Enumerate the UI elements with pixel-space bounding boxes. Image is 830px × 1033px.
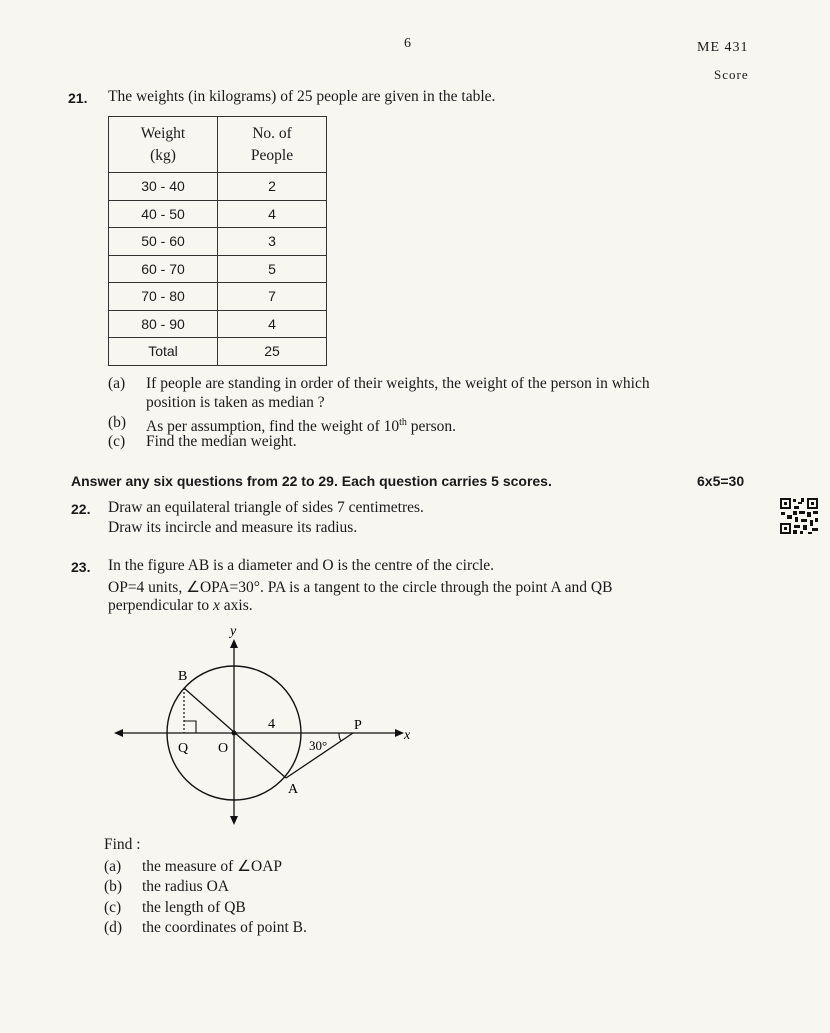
table-row xyxy=(109,200,327,228)
people-cell: 4 xyxy=(218,200,327,228)
header-weight xyxy=(109,117,218,173)
label-a: A xyxy=(288,782,299,797)
q21-c-label: (c) xyxy=(108,433,126,450)
right-angle-mark xyxy=(184,721,196,733)
section-instruction: Answer any six questions from 22 to 29. Each question carries 5 scores. xyxy=(71,473,552,489)
q21-b-before: As per assumption, find the weight of 10 xyxy=(146,418,400,436)
header-people-line1: No. of xyxy=(252,124,292,142)
people-cell: 2 xyxy=(218,173,327,201)
people-cell: 3 xyxy=(218,228,327,256)
q22-number: 22. xyxy=(71,501,91,517)
q22-line1: Draw an equilateral triangle of sides 7 centimetres. xyxy=(108,499,424,516)
x-axis-arrow-left xyxy=(114,729,123,737)
weight-cell: 30 - 40 xyxy=(109,173,218,201)
label-x: x xyxy=(404,728,411,743)
table-row xyxy=(109,255,327,283)
people-cell: 4 xyxy=(218,310,327,338)
q23-number: 23. xyxy=(71,559,91,575)
weight-cell: 60 - 70 xyxy=(109,255,218,283)
q23-line3-before: perpendicular to xyxy=(108,597,214,614)
q21-a-label: (a) xyxy=(108,375,126,392)
weight-cell: 70 - 80 xyxy=(109,283,218,311)
q21-number: 21. xyxy=(68,90,88,106)
q23-d-text: the coordinates of point B. xyxy=(142,919,307,936)
weights-table xyxy=(108,116,327,366)
q23-b-label: (b) xyxy=(104,878,123,895)
people-cell: 7 xyxy=(218,283,327,311)
label-b: B xyxy=(178,669,188,684)
q23-subparts xyxy=(104,857,504,941)
q21-c-text: Find the median weight. xyxy=(146,433,297,450)
table-row xyxy=(109,173,327,201)
label-y: y xyxy=(230,624,237,639)
total-value: 25 xyxy=(218,338,327,366)
q23-line3-var: x xyxy=(213,597,220,614)
x-axis-arrow-right xyxy=(395,729,404,737)
circle-tangent-figure xyxy=(100,615,430,835)
label-p: P xyxy=(354,718,362,733)
weight-cell: 80 - 90 xyxy=(109,310,218,338)
paper-code: ME 431 xyxy=(697,40,749,55)
y-axis-arrow-up xyxy=(230,639,238,648)
header-people xyxy=(218,117,327,173)
q23-line3 xyxy=(108,597,253,615)
q23-find-label: Find : xyxy=(104,836,141,853)
table-row xyxy=(109,283,327,311)
label-angle: 30° xyxy=(309,738,328,753)
header-weight-line1: Weight xyxy=(140,124,186,142)
qr-code xyxy=(779,497,819,535)
q22-line2: Draw its incircle and measure its radius. xyxy=(108,519,358,536)
q21-b-sup: th xyxy=(399,417,407,428)
q23-line1: In the figure AB is a diameter and O is the centre of the circle. xyxy=(108,557,495,574)
q21-b-label: (b) xyxy=(108,414,127,431)
label-q: Q xyxy=(178,741,189,756)
people-cell: 5 xyxy=(218,255,327,283)
weight-cell: 50 - 60 xyxy=(109,228,218,256)
total-label: Total xyxy=(109,338,218,366)
header-people-line2: People xyxy=(250,146,294,164)
q21-b-after: person. xyxy=(406,418,456,436)
q23-a-label: (a) xyxy=(104,858,122,875)
y-axis-arrow-down xyxy=(230,816,238,825)
centre-point xyxy=(232,731,237,736)
q23-c-text: the length of QB xyxy=(142,899,246,916)
weight-cell: 40 - 50 xyxy=(109,200,218,228)
q23-a-text: the measure of ∠OAP xyxy=(142,858,283,875)
angle-arc-p xyxy=(339,733,341,741)
table-total-row xyxy=(109,338,327,366)
q23-line3-after: axis. xyxy=(219,597,253,614)
q23-d-label: (d) xyxy=(104,919,123,936)
q21-subparts xyxy=(108,374,748,454)
q21-text: The weights (in kilograms) of 25 people are given in the table. xyxy=(108,88,496,105)
page-number: 6 xyxy=(404,36,411,51)
table-row xyxy=(109,228,327,256)
q23-line2: OP=4 units, ∠OPA=30°. PA is a tangent to the circle through the point A and QB xyxy=(108,579,613,596)
q23-b-text: the radius OA xyxy=(142,878,229,895)
table-header-row xyxy=(109,117,327,173)
q21-a-line2: position is taken as median ? xyxy=(146,394,325,411)
score-label: Score xyxy=(714,67,749,82)
label-o: O xyxy=(218,741,229,756)
q21-a-line1: If people are standing in order of their weights, the weight of the person in which xyxy=(146,375,650,392)
q23-c-label: (c) xyxy=(104,899,122,916)
section-marks: 6x5=30 xyxy=(697,473,745,489)
label-4: 4 xyxy=(268,717,275,732)
table-row xyxy=(109,310,327,338)
header-weight-line2: (kg) xyxy=(150,146,176,164)
